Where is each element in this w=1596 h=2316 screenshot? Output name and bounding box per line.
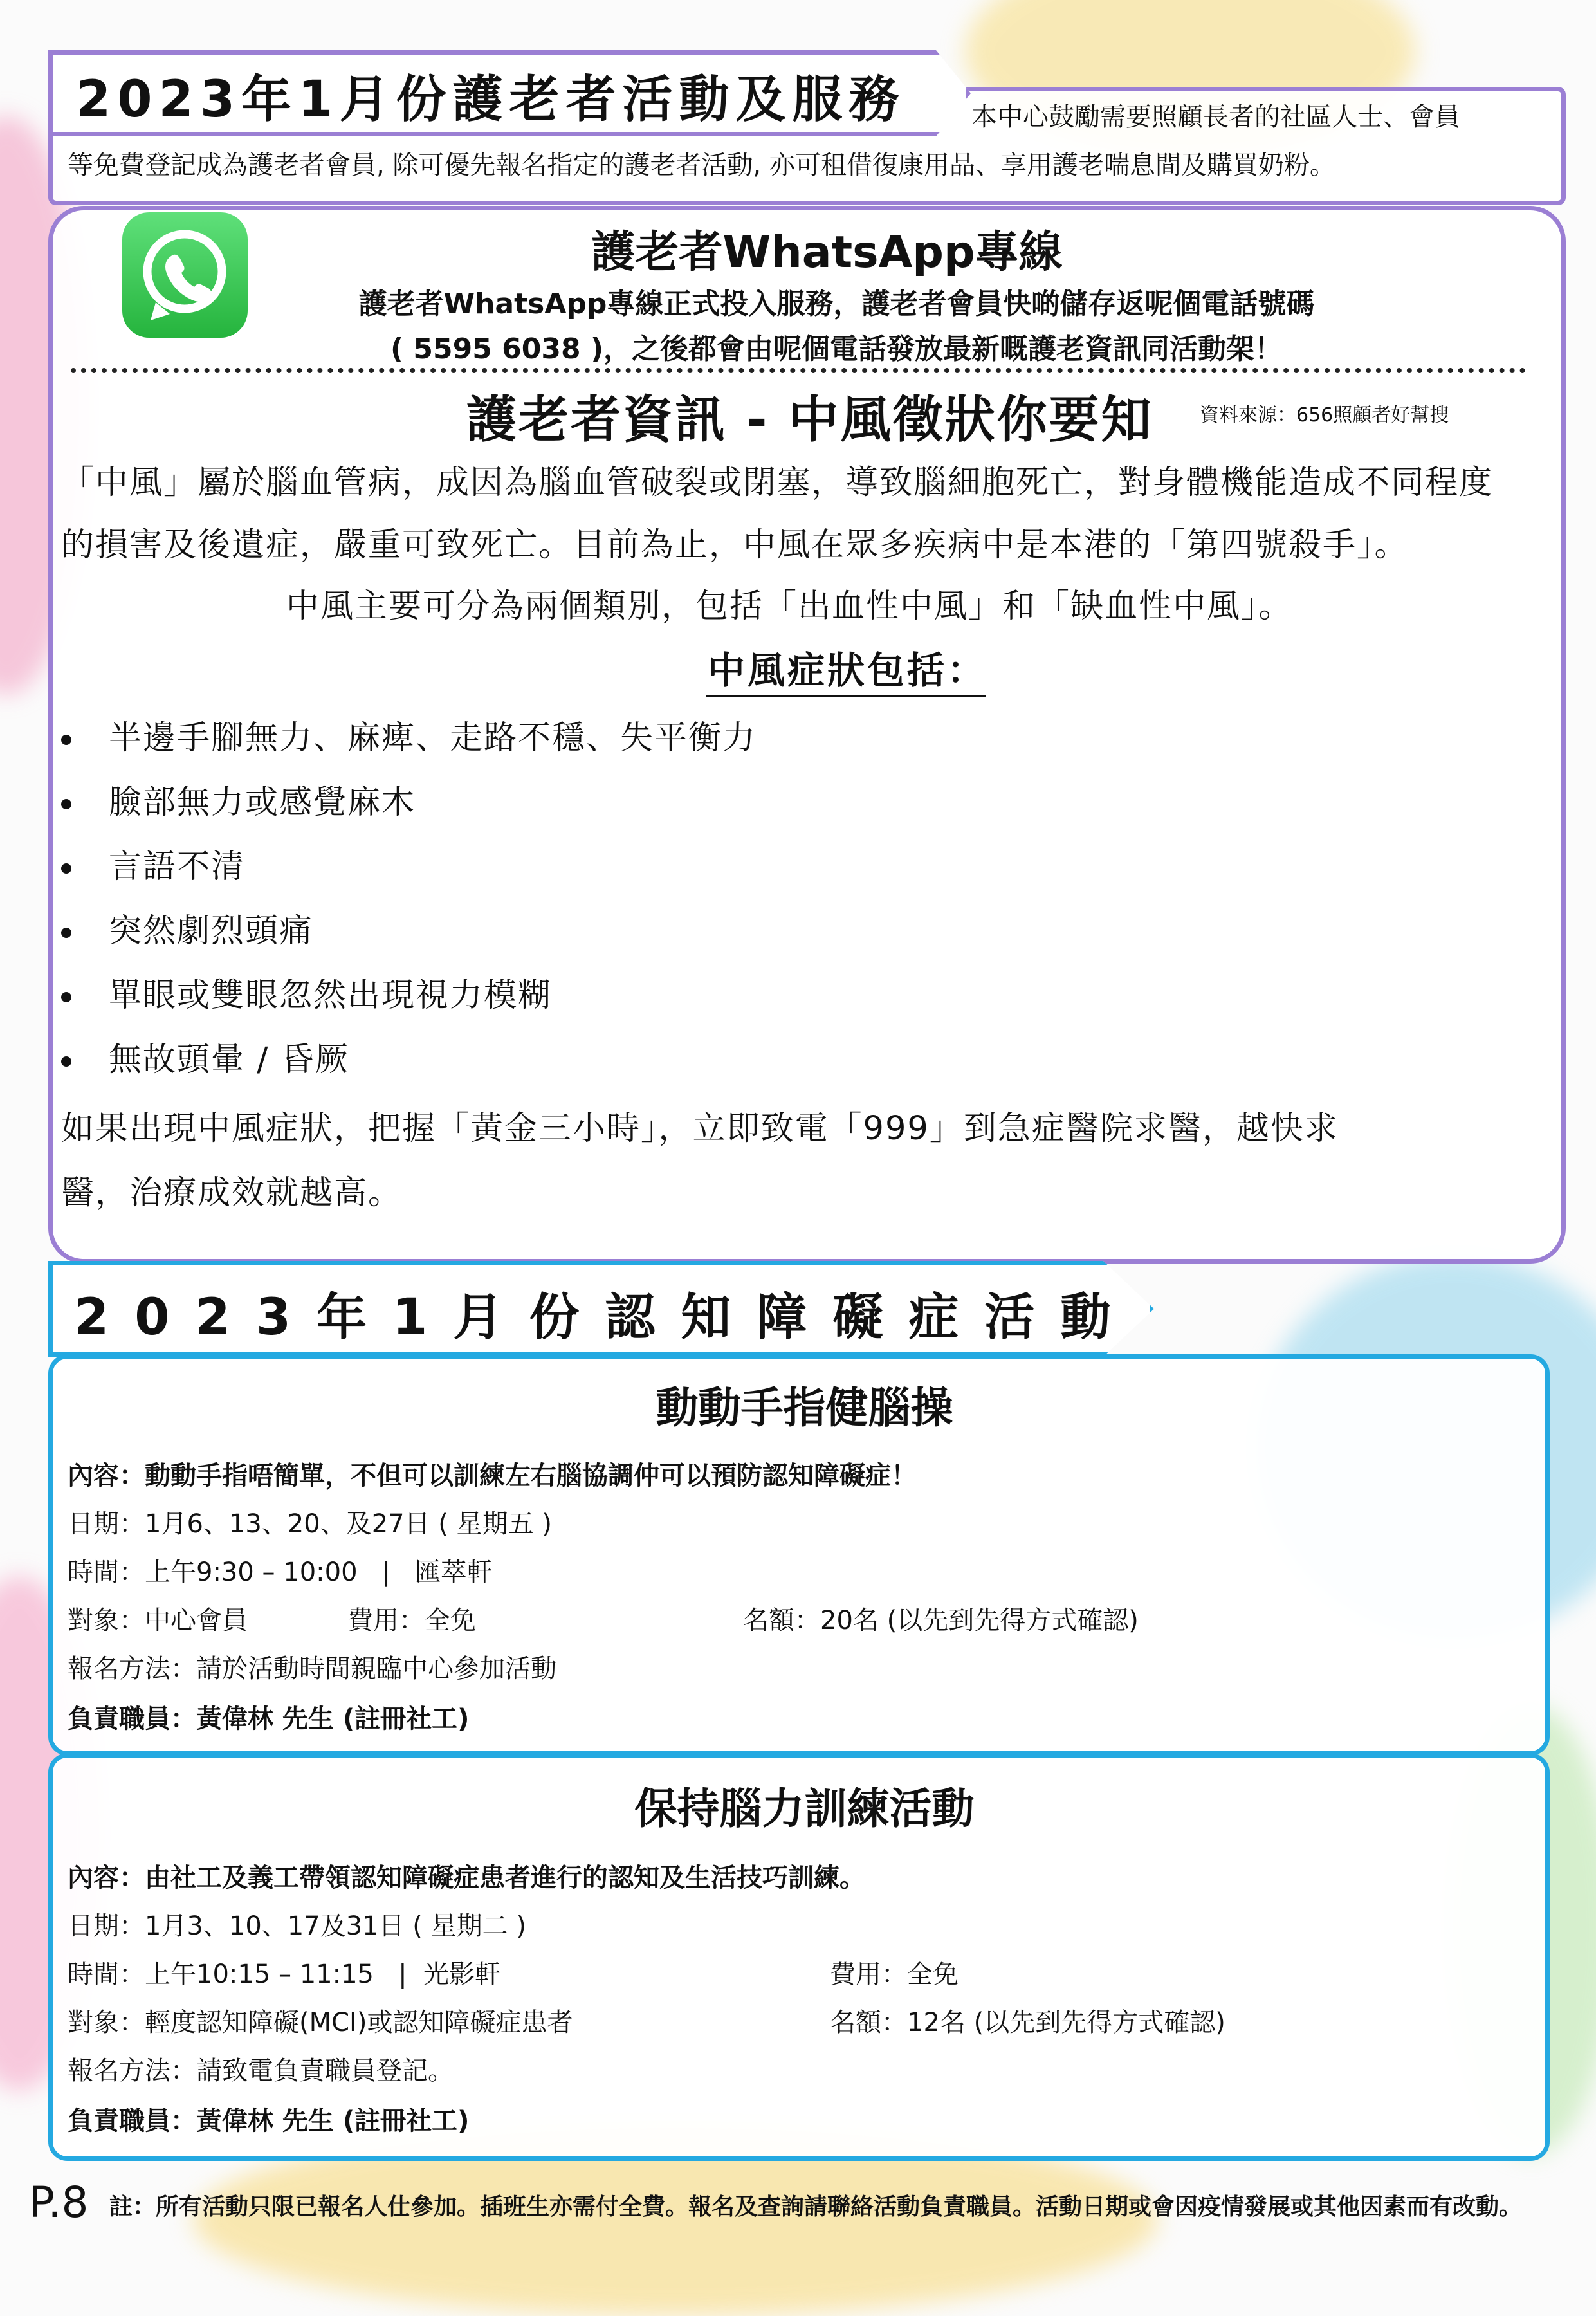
symptom-item: 臉部無力或感覺麻木 [61,775,416,823]
section1-title: 2023年1月份護老者活動及服務 [76,71,906,129]
activity-1-signup: 報名方法：請於活動時間親臨中心參加活動 [68,1654,556,1684]
bullet-icon [61,992,71,1002]
symptom-item: 突然劇烈頭痛 [61,904,313,951]
activity-2-fee: 費用：全免 [830,1960,959,1989]
activity-2-target: 對象：輕度認知障礙(MCI)或認知障礙症患者 [68,2008,573,2037]
bullet-icon [61,928,71,938]
dotted-divider [71,368,1526,373]
info-title: 護老者資訊 - 中風徵狀你要知 [466,391,1153,449]
info-paragraph-2: 的損害及後遺症，嚴重可致死亡。目前為止，中風在眾多疾病中是本港的「第四號殺手」。 [61,526,1409,564]
bullet-icon [61,1056,71,1067]
activity-2-time: 時間：上午10:15 – 11:15 | 光影軒 [68,1960,501,1989]
info-paragraph-3: 中風主要可分為兩個類別，包括「出血性中風」和「缺血性中風」。 [286,587,1293,625]
symptom-item: 無故頭暈 / 昏厥 [61,1033,349,1080]
footer-note: 註：所有活動只限已報名人仕參加。插班生亦需付全費。報名及查詢請聯絡活動負責職員。活動日期或會因疫情發展或其他因素而有改動。 [109,2194,1523,2220]
activity-1-fee: 費用：全免 [347,1606,476,1635]
symptoms-heading: 中風症狀包括： [708,648,987,692]
symptom-item: 半邊手腳無力、麻痺、走路不穩、失平衡力 [61,711,757,758]
symptoms-heading-underline [706,695,986,697]
activity-2-content: 內容：由社工及義工帶領認知障礙症患者進行的認知及生活技巧訓練。 [68,1863,865,1893]
activity-1-date: 日期：1月6、13、20、及27日 ( 星期五 ) [68,1509,552,1539]
section2-title: 2023年1月份認知障礙症活動 [74,1289,1137,1346]
activity-2-signup: 報名方法：請致電負責職員登記。 [68,2056,454,2086]
activity-1-staff: 負責職員：黃偉林 先生 (註冊社工) [68,1704,470,1734]
activity-2-date: 日期：1月3、10、17及31日 ( 星期二 ) [68,1911,526,1941]
activity-2-title: 保持腦力訓練活動 [634,1784,975,1834]
symptom-item: 言語不清 [61,840,245,887]
closing-line-1: 如果出現中風症狀，把握「黃金三小時」，立即致電「999」到急症醫院求醫，越快求 [61,1110,1339,1148]
activity-2-staff: 負責職員：黃偉林 先生 (註冊社工) [68,2106,470,2136]
whatsapp-desc-1: 護老者WhatsApp專線正式投入服務，護老者會員快啲儲存返呢個電話號碼 [358,288,1315,320]
symptom-item: 單眼或雙眼忽然出現視力模糊 [61,968,552,1016]
whatsapp-desc-2: ( 5595 6038 )，之後都會由呢個電話發放最新嘅護老資訊同活動架！ [390,333,1283,365]
info-paragraph-1: 「中風」屬於腦血管病，成因為腦血管破裂或閉塞，導致腦細胞死亡，對身體機能造成不同程度 [61,464,1494,502]
activity-1-content: 內容：動動手指唔簡單，不但可以訓練左右腦協調仲可以預防認知障礙症！ [68,1461,917,1491]
bullet-icon [61,863,71,874]
bullet-icon [61,799,71,809]
activity-2-quota: 名額：12名 (以先到先得方式確認) [830,2008,1225,2037]
bullet-icon [61,735,71,745]
page-number: P.8 [29,2178,89,2227]
info-source: 資料來源：656照顧者好幫搜 [1200,404,1449,427]
activity-1-target: 對象：中心會員 [68,1606,248,1635]
intro-line-2: 等免費登記成為護老者會員, 除可優先報名指定的護老者活動, 亦可租借復康用品、享用護老喘息間及購買奶粉。 [68,151,1335,180]
closing-line-2: 醫，治療成效就越高。 [61,1174,403,1212]
activity-1-quota: 名額：20名 (以先到先得方式確認) [743,1606,1139,1635]
activity-1-title: 動動手指健腦操 [656,1383,953,1433]
activity-1-time: 時間：上午9:30 – 10:00 | 匯萃軒 [68,1558,493,1587]
whatsapp-title: 護老者WhatsApp專線 [591,227,1063,278]
intro-line-1: 本中心鼓勵需要照顧長者的社區人士、會員 [971,102,1460,132]
